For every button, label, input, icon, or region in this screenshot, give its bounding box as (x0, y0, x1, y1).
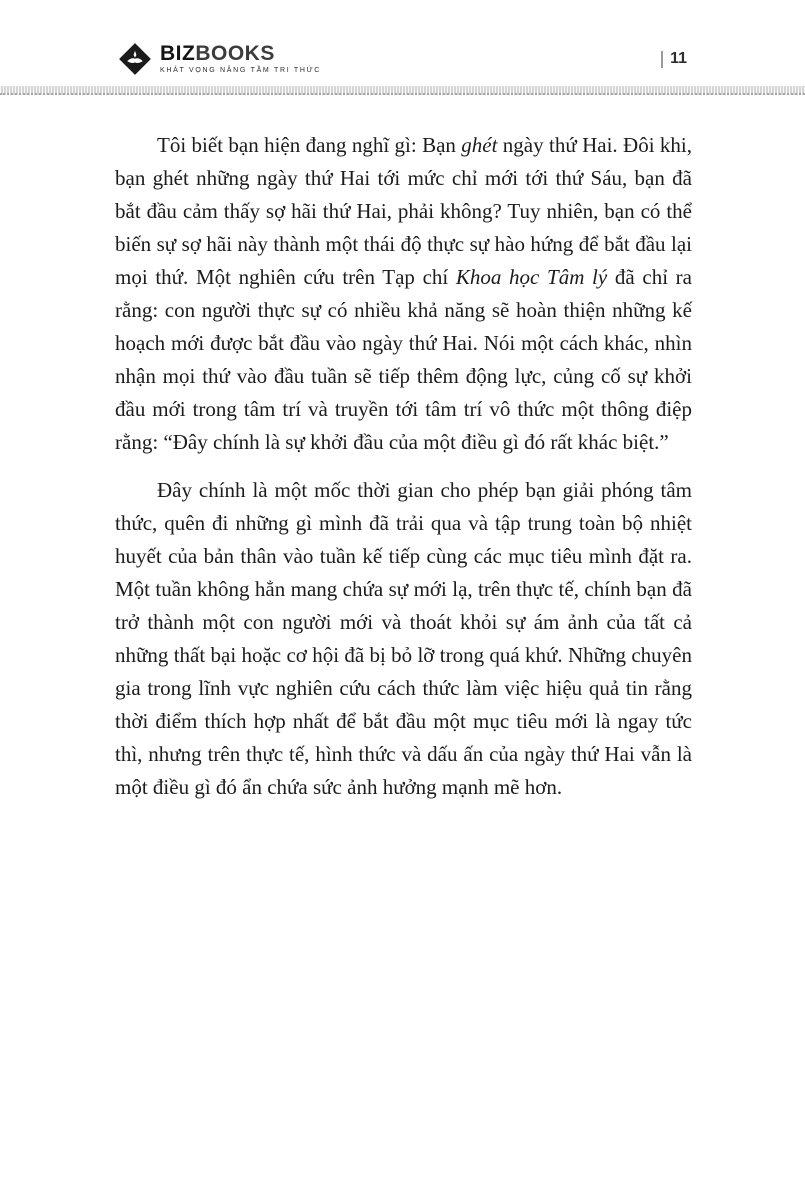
text-segment: đã chỉ ra rằng: con người thực sự có nhiều khả năng sẽ hoàn thiện những kế hoạch mới được bắt đầu vào ngày thứ Hai. Nói một cách khác, nhìn nhận mọi thứ vào đầu tuần sẽ tiếp thêm động lực, củng cố sự khởi đầu mới trong tâm trí và truyền tới tâm trí vô thức một thông điệp rằng: “Đây chính là sự khởi đầu của một điều gì đó rất khác biệt.” (115, 265, 693, 454)
bizbooks-shield-icon (118, 42, 152, 76)
page-number (661, 50, 687, 68)
italic-text-segment: ghét (461, 133, 498, 157)
bizbooks-logo (118, 42, 321, 76)
page-header (0, 0, 805, 86)
logo-text-biz: BIZ (160, 42, 196, 65)
text-segment: Đây chính là một mốc thời gian cho phép bạn giải phóng tâm thức, quên đi những gì mình đã trải qua và tập trung toàn bộ nhiệt huyết của bản thân vào tuần kế tiếp cùng các mục tiêu mình đặt ra. Một tuần không hẳn mang chứa sự mới lạ, trên thực tế, chính bạn đã trở thành một con người mới và thoát khỏi sự ám ảnh của tất cả những thất bại hoặc cơ hội đã bị bỏ lỡ trong quá khứ. Những chuyên gia trong lĩnh vực nghiên cứu cách thức làm việc hiệu quả tin rằng thời điểm thích hợp nhất để bắt đầu một mục tiêu mới là ngay tức thì, nhưng trên thực tế, hình thức và dấu ấn của ngày thứ Hai vẫn là một điều gì đó ẩn chứa sức ảnh hưởng mạnh mẽ hơn. (115, 478, 692, 799)
text-segment: Tôi biết bạn hiện đang nghĩ gì: Bạn (157, 133, 462, 157)
logo-tagline: KHÁT VỌNG NÂNG TẦM TRI THỨC (160, 67, 322, 74)
text-segment: ngày thứ Hai. Đôi khi, bạn ghét những ngày thứ Hai tới mức chỉ mới tới thứ Sáu, bạn đã bắt đầu cảm thấy sợ hãi thứ Hai, phải không? Tuy nhiên, bạn có thể biến sự sợ hãi này thành một thái độ thực sự hào hứng để bắt đầu lại mọi thứ. Một nghiên cứu trên Tạp chí (115, 133, 692, 289)
paragraph (115, 129, 692, 459)
logo-name (160, 43, 321, 64)
logo-text-books: BOOKS (195, 42, 275, 65)
page-number-value: 11 (670, 50, 687, 67)
header-divider (0, 86, 805, 95)
paragraph (115, 474, 692, 804)
logo-text-column (160, 43, 321, 75)
page-number-divider (661, 51, 663, 68)
italic-text-segment: Khoa học Tâm lý (455, 265, 608, 289)
page-content (0, 95, 805, 804)
